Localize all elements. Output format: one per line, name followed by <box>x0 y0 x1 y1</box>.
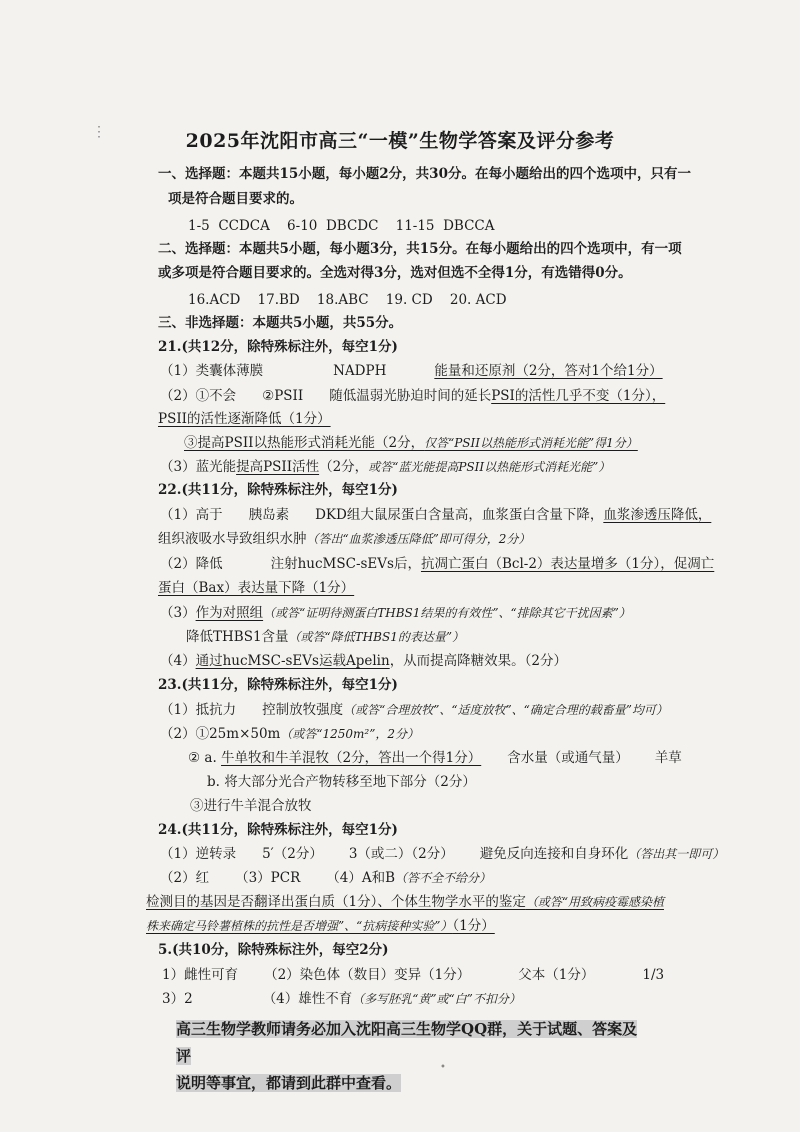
q23-line-3: ② a. 牛单牧和牛羊混牧（2分，答出一个得1分） 含水量（或通气量） 羊草 <box>188 750 682 766</box>
teacher-notice-line-2: 说明等事宜，都请到此群中查看。 <box>176 1074 402 1092</box>
scan-mark: ⋮ <box>92 124 106 140</box>
teacher-notice-line-1: 高三生物学教师请务必加入沈阳高三生物学QQ群，关于试题、答案及评 <box>176 1020 638 1065</box>
q25-line-2: 3）2 （4）雄性不育（多写胚乳“黄”或“白”不扣分） <box>162 991 521 1007</box>
q24-line-3: 检测目的基因是否翻译出蛋白质（1分）、个体生物学水平的鉴定（或答“用致病疫霉感染植 <box>146 894 664 910</box>
q22-line-3: （2）降低 注射hucMSC-sEVs后，抗凋亡蛋白（Bcl-2）表达量增多（1分），促凋亡 <box>160 556 715 572</box>
q25-line-1: 1）雌性可育 （2）染色体（数目）变异（1分） 父本（1分） 1/3 <box>162 967 665 983</box>
teacher-notice <box>176 1016 646 1097</box>
scan-dot: • <box>440 1062 446 1073</box>
q22-line-5: （3）作为对照组（或答“证明待测蛋白THBS1结果的有效性”、“排除其它干扰因素”） <box>160 605 631 621</box>
q21-line-5: （3）蓝光能提高PSII活性（2分，或答“蓝光能提高PSII以热能形式消耗光能”） <box>160 459 611 475</box>
q22-line-1: （1）高于 胰岛素 DKD组大鼠尿蛋白含量高，血浆蛋白含量下降，血浆渗透压降低， <box>160 507 712 523</box>
q22-line-7: （4）通过hucMSC-sEVs运载Apelin，从而提高降糖效果。（2分） <box>160 653 568 669</box>
q21-line-2: （2）①不会 ②PSII 随低温弱光胁迫时间的延长PSI的活性几乎不变（1分）， <box>160 388 666 404</box>
q21-line-1: （1）类囊体薄膜 NADPH 能量和还原剂（2分，答对1个给1分） <box>160 363 663 379</box>
q22-line-6: 降低THBS1含量（或答“降低THBS1的表达量”） <box>186 629 464 645</box>
q21-line-3: PSII的活性逐渐降低（1分） <box>158 411 331 427</box>
q21-heading: 21.(共12分，除特殊标注外，每空1分) <box>158 339 398 355</box>
q22-line-2: 组织液吸水导致组织水肿（答出“血浆渗透压降低”即可得分，2分） <box>158 531 531 547</box>
q24-line-2: （2）红 （3）PCR （4）A和B（答不全不给分） <box>160 870 492 886</box>
q23-line-2: （2）①25m×50m（或答“1250m²”，2分） <box>160 726 420 742</box>
section-1-instruction: 一、选择题：本题共15小题，每小题2分，共30分。在每小题给出的四个选项中，只有一 <box>158 166 691 182</box>
q24-heading: 24.(共11分，除特殊标注外，每空1分) <box>158 822 398 838</box>
page-title: 2025年沈阳市高三“一模”生物学答案及评分参考 <box>185 130 615 152</box>
q22-heading: 22.(共11分，除特殊标注外，每空1分) <box>158 482 398 498</box>
section-2-instruction-cont: 或多项是符合题目要求的。全选对得3分，选对但选不全得1分，有选错得0分。 <box>158 265 632 281</box>
section-1-instruction-cont: 项是符合题目要求的。 <box>168 191 303 207</box>
q21-line-4: ③提高PSII以热能形式消耗光能（2分，仅答“PSII以热能形式消耗光能”得1分） <box>184 435 638 451</box>
section-1-answers: 1-5 CCDCA 6-10 DBCDC 11-15 DBCCA <box>188 218 495 234</box>
section-2-answers: 16.ACD 17.BD 18.ABC 19. CD 20. ACD <box>188 292 507 308</box>
q25-heading: 5.(共10分，除特殊标注外，每空2分) <box>158 942 389 958</box>
q24-line-4: 株来确定马铃薯植株的抗性是否增强”、“抗病接种实验”）（1分） <box>146 918 495 934</box>
section-3-instruction: 三、非选择题：本题共5小题，共55分。 <box>158 315 403 331</box>
q23-line-5: ③进行牛羊混合放牧 <box>190 798 312 814</box>
q23-line-4: b. 将大部分光合产物转移至地下部分（2分） <box>207 774 476 790</box>
q24-line-1: （1）逆转录 5′（2分） 3（或二）（2分） 避免反向连接和自身环化（答出其一即可） <box>160 846 725 862</box>
q22-line-4: 蛋白（Bax）表达量下降（1分） <box>158 580 355 596</box>
q23-line-1: （1）抵抗力 控制放牧强度（或答“合理放牧”、“适度放牧”、“确定合理的载畜量”均可） <box>160 702 668 718</box>
section-2-instruction: 二、选择题：本题共5小题，每小题3分，共15分。在每小题给出的四个选项中，有一项 <box>158 241 682 257</box>
q23-heading: 23.(共11分，除特殊标注外，每空1分) <box>158 677 398 693</box>
